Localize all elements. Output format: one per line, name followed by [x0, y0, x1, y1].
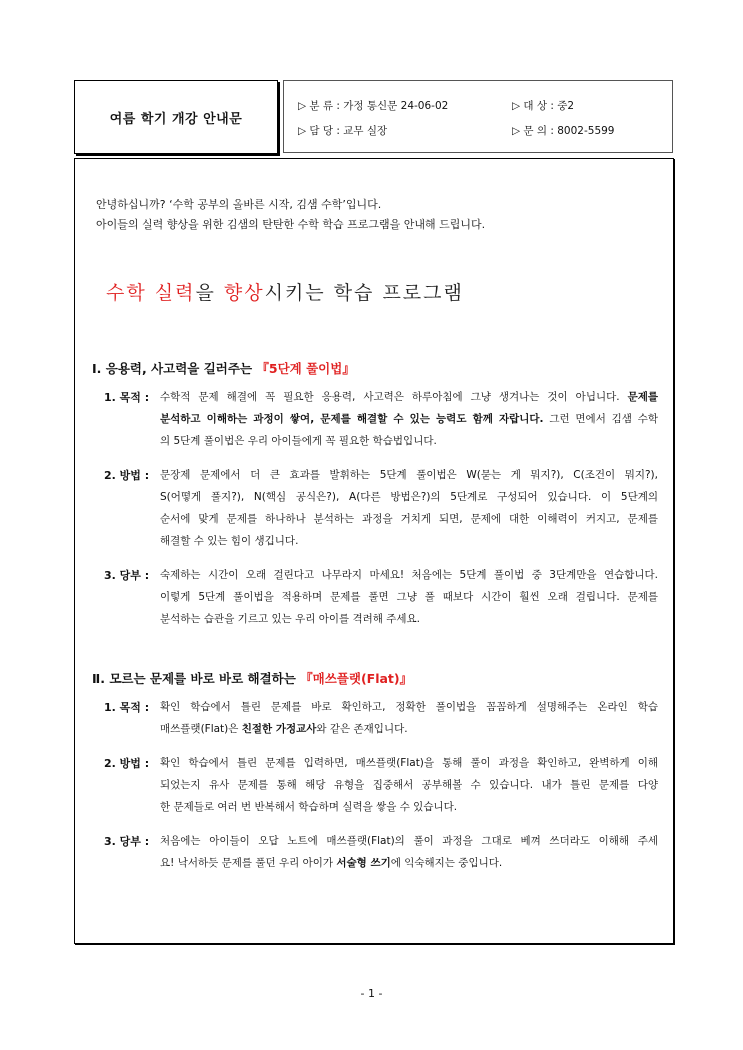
s1-item-3-label: 3. 당부 : — [104, 569, 150, 582]
info-classification: ▷ 분 류 : 가정 통신문 24-06-02 — [298, 100, 449, 112]
s1-item-2-line-1: 문장제 문제에서 더 큰 효과를 발휘하는 5단계 풀이법은 W(묻는 게 뭐지?), C(조건이 뭐지?), — [160, 469, 658, 481]
s2-item-1-label: 1. 목적 : — [104, 701, 150, 714]
section-2-heading-highlight: 『매쓰플랫(Flat)』 — [300, 671, 413, 686]
info-manager: ▷ 담 당 : 교무 실장 — [298, 125, 388, 137]
section-2-heading-prefix: Ⅱ. 모르는 문제를 바로 바로 해결하는 — [92, 671, 301, 686]
section-1-heading — [92, 359, 355, 377]
s1-item-3-line-3: 분석하는 습관을 기르고 있는 우리 아이를 격려해 주세요. — [160, 613, 420, 625]
notice-body-box — [74, 158, 674, 944]
banner-part-4: 시키는 학습 프로그램 — [264, 282, 464, 304]
program-banner — [106, 278, 464, 305]
s1-item-2-line-3: 순서에 맞게 문제를 하나하나 분석하는 과정을 거치게 되면, 문제에 대한 이해력이 커지고, 문제를 — [160, 513, 658, 525]
s2-item-2-line-1: 확인 학습에서 틀린 문제를 입력하면, 매쓰플랫(Flat)을 통해 풀이 과정을 확인하고, 완벽하게 이해 — [160, 757, 658, 769]
s1-item-1-line-3: 의 5단계 풀이법은 우리 아이들에게 꼭 필요한 학습법입니다. — [160, 435, 437, 447]
info-target: ▷ 대 상 : 중2 — [512, 100, 575, 112]
section-2-heading — [92, 669, 412, 687]
s1-item-3-line-1: 숙제하는 시간이 오래 걸린다고 나무라지 마세요! 처음에는 5단계 풀이법 중 3단계만을 연습합니다. — [160, 569, 658, 581]
section-1-heading-highlight: 『5단계 풀이법』 — [256, 361, 355, 376]
s2-item-3-line-2: 요! 낙서하듯 문제를 풀던 우리 아이가 서술형 쓰기에 익숙해지는 중입니다. — [160, 857, 503, 869]
s2-item-3-line-1: 처음에는 아이들이 오답 노트에 매쓰플랫(Flat)의 풀이 과정을 그대로 베껴 쓰더라도 이해해 주세 — [160, 835, 658, 847]
notice-info-box — [283, 80, 673, 153]
page-number: - 1 - — [360, 987, 383, 1000]
intro-line-1: 안녕하십니까? ‘수학 공부의 올바른 시작, 김샘 수학’입니다. — [96, 198, 382, 211]
s1-item-1-line-1: 수학적 문제 해결에 꼭 필요한 응용력, 사고력은 하루아침에 그냥 생겨나는 것이 아닙니다. 문제를 — [160, 391, 658, 403]
notice-title-box — [74, 80, 278, 154]
s2-item-2-line-2: 되었는지 유사 문제를 통해 해당 유형을 집중해서 공부해볼 수 있습니다. 내가 틀린 문제를 다양 — [160, 779, 658, 791]
notice-title: 여름 학기 개강 안내문 — [109, 111, 243, 127]
banner-part-2: 을 — [195, 282, 224, 304]
s1-item-2-line-2: S(어떻게 풀지?), N(핵심 공식은?), A(다른 방법은?)의 5단계로 구성되어 있습니다. 이 5단계의 — [160, 491, 658, 503]
s1-item-2-line-4: 해결할 수 있는 힘이 생깁니다. — [160, 535, 299, 547]
s2-item-2-label: 2. 방법 : — [104, 757, 150, 770]
banner-part-3: 향상 — [223, 282, 265, 304]
banner-part-1: 수학 실력 — [106, 282, 196, 304]
s2-item-3-label: 3. 당부 : — [104, 835, 150, 848]
s1-item-3-line-2: 이렇게 5단계 풀이법을 적용하며 문제를 풀면 그냥 풀 때보다 시간이 훨씬 오래 걸립니다. 문제를 — [160, 591, 658, 603]
s2-item-2-line-3: 한 문제들로 여러 번 반복해서 학습하며 실력을 쌓을 수 있습니다. — [160, 801, 458, 813]
s1-item-2-label: 2. 방법 : — [104, 469, 150, 482]
s1-item-1-label: 1. 목적 : — [104, 391, 150, 404]
info-contact: ▷ 문 의 : 8002-5599 — [512, 125, 615, 137]
s2-item-1-line-2: 매쓰플랫(Flat)은 친절한 가정교사와 같은 존재입니다. — [160, 723, 408, 735]
s2-item-1-line-1: 확인 학습에서 틀린 문제를 바로 확인하고, 정확한 풀이법을 꼼꼼하게 설명해주는 온라인 학습 — [160, 701, 658, 713]
intro-line-2: 아이들의 실력 향상을 위한 김샘의 탄탄한 수학 학습 프로그램을 안내해 드립니다. — [96, 218, 486, 231]
section-1-heading-prefix: Ⅰ. 응용력, 사고력을 길러주는 — [92, 361, 257, 376]
s1-item-1-line-2: 분석하고 이해하는 과정이 쌓여, 문제를 해결할 수 있는 능력도 함께 자랍니다. 그런 면에서 김샘 수학 — [160, 413, 658, 425]
